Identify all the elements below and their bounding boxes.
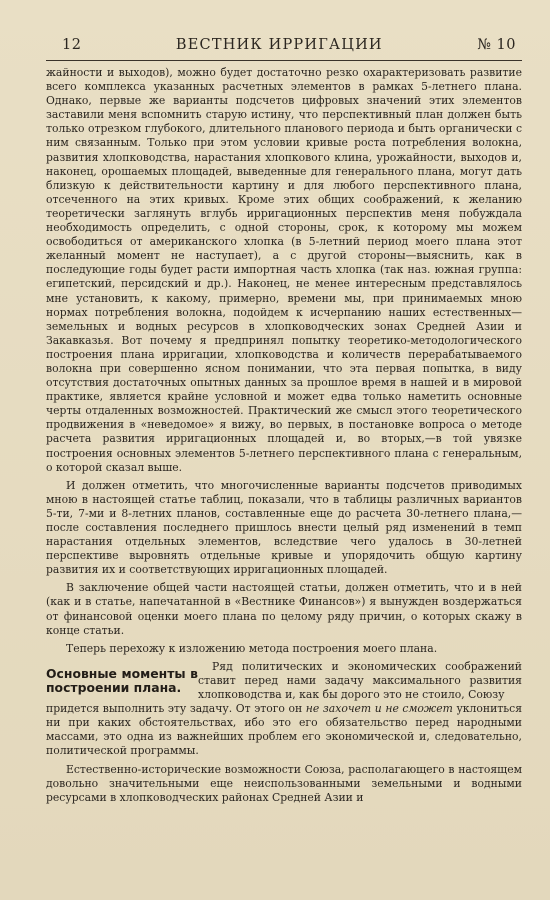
page-number: 12 xyxy=(62,37,82,53)
section-block xyxy=(46,660,522,702)
running-head xyxy=(62,34,516,56)
article-body xyxy=(46,66,522,805)
section-heading: Основные моменты в построении плана. xyxy=(46,665,198,695)
issue-number: № 10 xyxy=(477,37,516,53)
paragraph-3: В заключение общей части настоящей статьи, должен отметить, что и в ней (как и в статье, напечатанной в «Вестнике Финансов») я вынужден воздержаться от финансовой оценки моего плана по целому ряду причин, о которых скажу в конце статьи. xyxy=(46,581,522,637)
paragraph-5-text-b: уклониться ни при каких обстоятельствах, ибо это его обязательство перед народными массами, это одна из важнейших проблем его экономической и, следовательно, политической программы. xyxy=(46,702,523,758)
paragraph-1: жайности и выходов), можно будет достаточно резко охарактеризовать развитие всего комплекса указанных расчетных элементов в рамках 5-летнего плана. Однако, первые же варианты подсчетов цифровых значений этих элементов заставили меня вспомнить старую истину, что перспективный план должен быть только отрезком глубокого, длительного планового периода и быть органически с ним связанным. Только при этом условии кривые роста потребления волокна, развития хлопководства, нарастания хлопкового клина, урожайности, выходов и, наконец, орошаемых площадей, выведенные для генерального плана, могут дать близкую к действительности картину и для любого перспективного плана, отсеченного на этих кривых. Кроме этих общих соображений, к желанию теоретически заглянуть вглубь ирригационных перспектив меня побуждала необходимость определить, с одной стороны, срок, к которому мы можем освободиться от американского хлопка (в 5-летний период моего плана этот желанный момент не наступает), а с другой стороны—выяснить, как в последующие годы будет расти импортная часть хлопка (так наз. южная группа: египетский, персидский и др.). Наконец, не менее интересным представлялось мне установить, к какому, примерно, времени мы, при принимаемых мною нормах потребления волокна, подойдем к исчерпанию наших естественных—земельных и водных ресурсов в хлопководческих зонах Средней Азии и Закавказья. Вот почему я предпринял попытку теоретико-методологического построения плана ирригации, хлопководства и количеств перерабатываемого волокна при совершенно ясном понимании, что эта первая попытка, в виду отсутствия достаточных опытных данных за прошлое время в нашей и в мировой практике, является крайне условной и может едва только наметить основные черты отдаленных возможностей. Практический же смысл этого теоретического продвижения в «неведомое» я вижу, во первых, в постановке вопроса о методе расчета развития ирригационных площадей и, во вторых,—в той увязке построения основных элементов 5-летнего перспективного плана с генеральным, о которой сказал выше. xyxy=(46,66,522,474)
paragraph-4: Теперь перехожу к изложению метода построения моего плана. xyxy=(66,641,438,655)
header-rule xyxy=(46,60,522,61)
paragraph-5-side: Ряд политических и экономических соображений ставит перед нами задачу максимального развития хлопководства и, как бы дорого это не стоило, Союзу xyxy=(198,659,522,702)
paragraph-2: И должен отметить, что многочисленные варианты подсчетов приводимых мною в настоящей статье таблиц, показали, что в таблицы различных вариантов 5-ти, 7-ми и 8-летних планов, составленные еще до расчета 30-летнего плана,—после составления последнего пришлось внести целый ряд изменений в темп нарастания отдельных элементов, вследствие чего удалось в 30-летней перспективе выровнять отдельные кривые и упорядочить общую картину развития их и соответствующих ирригационных площадей. xyxy=(46,478,522,577)
paragraph-5-text-a: придется выполнить эту задачу. От этого он xyxy=(46,702,306,716)
paragraph-6: Естественно-исторические возможности Союза, располагающего в настоящем довольно значительными еще неиспользованными земельными и водными ресурсами в хлопководческих районах Средней Азии и xyxy=(46,762,522,804)
paragraph-5-continuation xyxy=(46,702,522,758)
journal-title: ВЕСТНИК ИРРИГАЦИИ xyxy=(175,37,383,53)
paragraph-5-emphasis: не захочет и не сможет xyxy=(305,702,453,716)
